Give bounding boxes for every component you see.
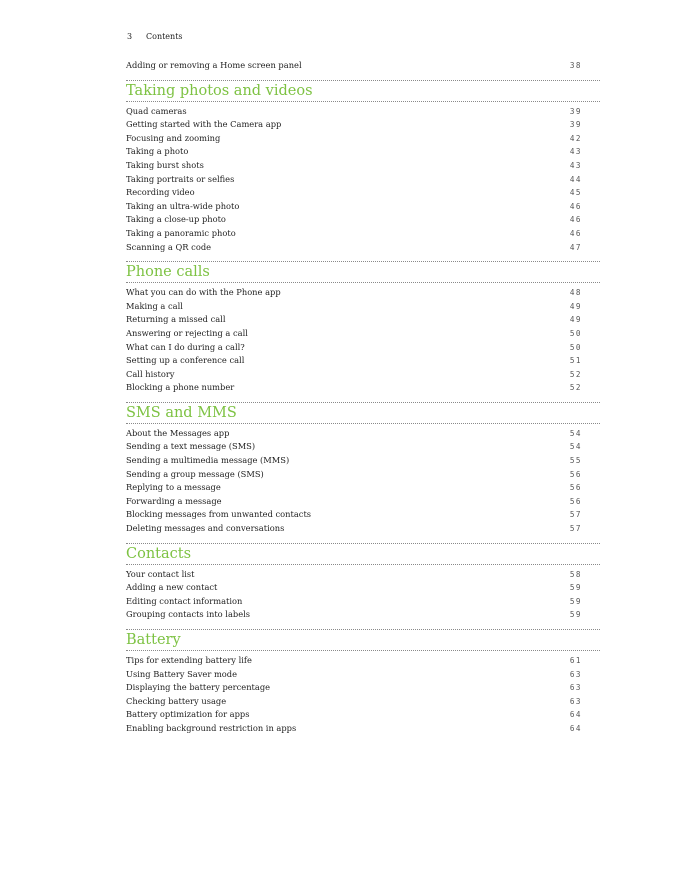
toc-entry-title: Deleting messages and conversations xyxy=(126,523,285,534)
toc-entry-page: 46 xyxy=(569,228,582,238)
toc-entry-page: 63 xyxy=(569,669,582,679)
toc-entry-page: 59 xyxy=(569,583,582,593)
toc-section xyxy=(126,543,600,622)
toc-entry[interactable] xyxy=(126,173,600,187)
toc-entry-page: 49 xyxy=(569,301,582,311)
toc-entry[interactable] xyxy=(126,132,600,146)
section-heading[interactable]: Contacts xyxy=(126,543,600,565)
toc-entry-page: 50 xyxy=(569,342,582,352)
toc-entry[interactable] xyxy=(126,200,600,214)
toc-entry[interactable] xyxy=(126,286,600,300)
toc-entry[interactable] xyxy=(126,213,600,227)
header-label: Contents xyxy=(146,32,183,41)
toc-entry-page: 46 xyxy=(569,201,582,211)
toc-entry-page: 46 xyxy=(569,215,582,225)
toc-entry-title: Grouping contacts into labels xyxy=(126,609,251,620)
toc-entry-title: Scanning a QR code xyxy=(126,241,212,252)
toc-entry-title: Getting started with the Camera app xyxy=(126,119,282,130)
toc-entry[interactable] xyxy=(126,300,600,314)
toc-entry[interactable] xyxy=(126,227,600,241)
toc-entry-title: Taking a photo xyxy=(126,146,189,157)
toc-entry[interactable] xyxy=(126,708,600,722)
toc-entry-title: Taking an ultra-wide photo xyxy=(126,200,240,211)
page-number: 3 xyxy=(127,32,133,41)
toc-entry[interactable] xyxy=(126,440,600,454)
toc-entry-page: 56 xyxy=(569,483,582,493)
toc-entry[interactable] xyxy=(126,105,600,119)
toc-entry-title: Sending a multimedia message (MMS) xyxy=(126,455,290,466)
table-of-contents xyxy=(126,59,600,736)
toc-entry[interactable] xyxy=(126,454,600,468)
toc-entry[interactable] xyxy=(126,327,600,341)
toc-entry-page: 56 xyxy=(569,469,582,479)
toc-entry-title: Blocking a phone number xyxy=(126,382,235,393)
toc-entry-title: Sending a group message (SMS) xyxy=(126,468,264,479)
toc-entry-page: 57 xyxy=(569,510,582,520)
toc-entry-page: 43 xyxy=(569,147,582,157)
toc-entry-page: 64 xyxy=(569,723,582,733)
toc-entry-page: 54 xyxy=(569,428,582,438)
toc-entry-page: 44 xyxy=(569,174,582,184)
toc-entry-title: Adding or removing a Home screen panel xyxy=(126,60,302,70)
toc-entry-title: Replying to a message xyxy=(126,482,221,493)
toc-entry[interactable] xyxy=(126,581,600,595)
toc-entry[interactable] xyxy=(126,481,600,495)
toc-entry-page: 48 xyxy=(569,288,582,298)
toc-entry-page: 52 xyxy=(569,369,582,379)
toc-entry-title: Answering or rejecting a call xyxy=(126,327,248,338)
toc-entry[interactable] xyxy=(126,695,600,709)
toc-entry[interactable] xyxy=(126,722,600,736)
toc-entry-page: 52 xyxy=(569,383,582,393)
toc-entry[interactable] xyxy=(126,668,600,682)
toc-entry-page: 55 xyxy=(569,456,582,466)
toc-entry-title: Taking portraits or selfies xyxy=(126,173,235,184)
section-heading[interactable]: Taking photos and videos xyxy=(126,80,600,102)
page-header xyxy=(127,32,183,41)
toc-section xyxy=(126,261,600,395)
toc-entry-page: 57 xyxy=(569,524,582,534)
toc-entry-title: Forwarding a message xyxy=(126,495,222,506)
toc-entry-page: 63 xyxy=(569,696,582,706)
toc-entry[interactable] xyxy=(126,681,600,695)
toc-entry[interactable] xyxy=(126,59,600,73)
toc-entry-title: Displaying the battery percentage xyxy=(126,682,271,693)
toc-entry-title: Making a call xyxy=(126,300,183,311)
toc-entry-page: 49 xyxy=(569,315,582,325)
toc-entry-page: 38 xyxy=(569,61,582,70)
toc-entry-title: What you can do with the Phone app xyxy=(126,287,281,298)
toc-entry-title: Checking battery usage xyxy=(126,695,227,706)
toc-entry-title: Taking a close-up photo xyxy=(126,214,226,225)
toc-entry-title: Focusing and zooming xyxy=(126,132,221,143)
toc-entry-title: Your contact list xyxy=(126,568,195,579)
toc-entry-title: Setting up a conference call xyxy=(126,355,245,366)
toc-entry[interactable] xyxy=(126,241,600,255)
toc-entry[interactable] xyxy=(126,608,600,622)
toc-entry[interactable] xyxy=(126,118,600,132)
section-heading[interactable]: Phone calls xyxy=(126,261,600,283)
toc-entry[interactable] xyxy=(126,381,600,395)
toc-entry-page: 56 xyxy=(569,496,582,506)
toc-entry-title: Taking a panoramic photo xyxy=(126,227,236,238)
toc-entry-title: About the Messages app xyxy=(126,427,230,438)
toc-entry-page: 64 xyxy=(569,710,582,720)
toc-entry-page: 61 xyxy=(569,656,582,665)
toc-entry-page: 51 xyxy=(569,356,582,366)
toc-entry-title: Battery optimization for apps xyxy=(126,709,250,720)
toc-entry-title: Enabling background restriction in apps xyxy=(126,722,297,733)
toc-entry-page: 43 xyxy=(569,160,582,170)
toc-entry[interactable] xyxy=(126,495,600,509)
toc-entry-page: 45 xyxy=(569,188,582,198)
toc-entry-page: 39 xyxy=(569,120,582,130)
toc-entry-title: Blocking messages from unwanted contacts xyxy=(126,509,312,520)
toc-entry[interactable] xyxy=(126,341,600,355)
toc-entry-page: 59 xyxy=(569,610,582,620)
toc-entry[interactable] xyxy=(126,368,600,382)
toc-entry[interactable] xyxy=(126,568,600,582)
toc-entry-page: 59 xyxy=(569,596,582,606)
toc-entry-title: Taking burst shots xyxy=(126,159,204,170)
toc-section xyxy=(126,402,600,536)
toc-entry-title: Recording video xyxy=(126,187,195,198)
toc-entry-page: 63 xyxy=(569,683,582,693)
toc-entry-title: Call history xyxy=(126,368,175,379)
toc-entry-title: Quad cameras xyxy=(126,105,187,116)
toc-entry-title: Tips for extending battery life xyxy=(126,655,252,665)
toc-entry-page: 50 xyxy=(569,328,582,338)
toc-entry[interactable] xyxy=(126,522,600,536)
toc-entry[interactable] xyxy=(126,186,600,200)
toc-entry-page: 39 xyxy=(569,106,582,116)
toc-entry-page: 42 xyxy=(569,133,582,143)
toc-entry[interactable] xyxy=(126,654,600,668)
toc-entry-title: Returning a missed call xyxy=(126,314,226,325)
toc-entry-title: What can I do during a call? xyxy=(126,341,245,352)
toc-entry-title: Editing contact information xyxy=(126,595,243,606)
toc-section xyxy=(126,629,600,736)
toc-entry[interactable] xyxy=(126,468,600,482)
section-heading[interactable]: Battery xyxy=(126,629,600,651)
toc-entry[interactable] xyxy=(126,508,600,522)
toc-entry[interactable] xyxy=(126,354,600,368)
toc-section xyxy=(126,80,600,255)
section-heading[interactable]: SMS and MMS xyxy=(126,402,600,424)
toc-entry-title: Adding a new contact xyxy=(126,582,218,593)
toc-entry-title: Sending a text message (SMS) xyxy=(126,441,256,452)
toc-entry-page: 54 xyxy=(569,442,582,452)
toc-entry[interactable] xyxy=(126,427,600,441)
toc-entry[interactable] xyxy=(126,159,600,173)
toc-entry-page: 47 xyxy=(569,242,582,252)
toc-entry-title: Using Battery Saver mode xyxy=(126,668,238,679)
toc-entry[interactable] xyxy=(126,313,600,327)
toc-entry[interactable] xyxy=(126,595,600,609)
toc-entry-page: 58 xyxy=(569,569,582,579)
toc-entry[interactable] xyxy=(126,145,600,159)
